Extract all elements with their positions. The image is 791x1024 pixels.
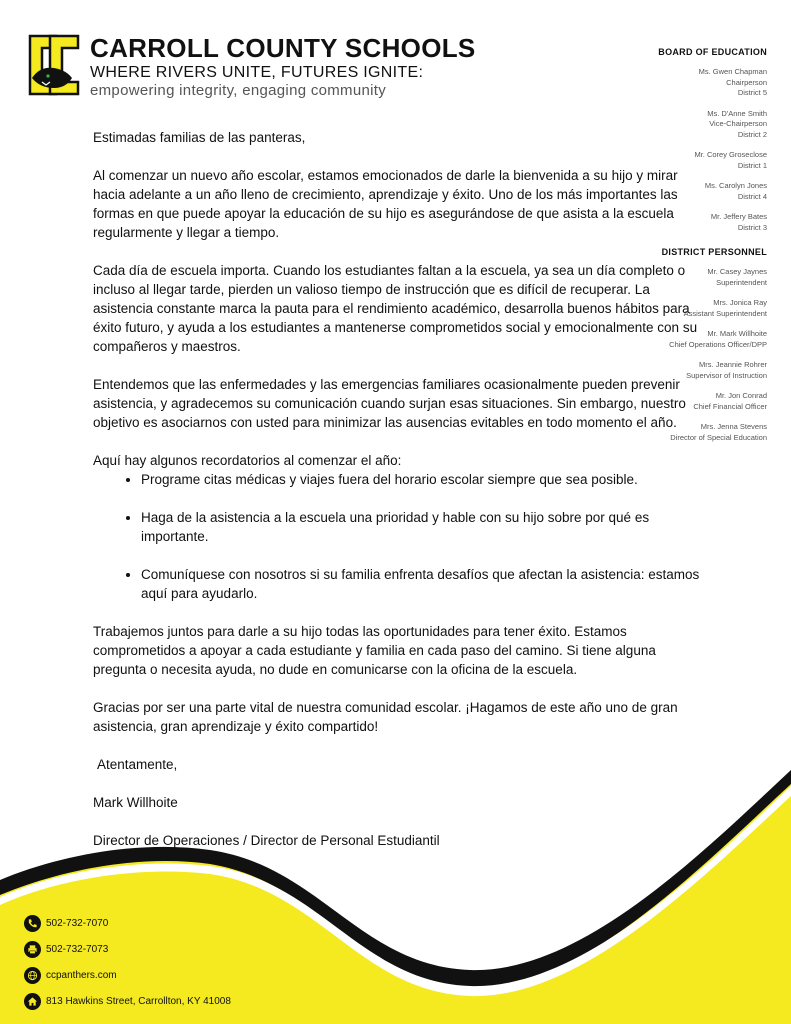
personnel-name: Mr. Jon Conrad — [715, 391, 767, 400]
letter-closing: Atentamente, — [97, 757, 178, 772]
school-subtagline: empowering integrity, engaging community — [90, 82, 387, 99]
school-name: CARROLL COUNTY SCHOOLS — [90, 33, 476, 63]
letter-paragraph: Cada día de escuela importa. Cuando los estudiantes faltan a la escuela, ya sea un día completo o incluso al llegar tarde, pierden un valioso tiempo de instrucción que es difícil de recuperar. La asistencia constante marca la pauta para el rendimiento académico, desarrolla buenos hábitos para éxito futuro, y ayuda a los estudiantes a mantenerse comprometidos social y emocionalmente con su compañeros y maestros. — [93, 263, 698, 354]
letter-paragraph: Trabajemos juntos para darle a su hijo todas las oportunidades para tener éxito. Estamos comprometidos a apoyar a cada estudiante y familia en cada paso del camino. Si tiene alguna pregunta o necesita ayuda, no dude en comunicarse con la oficina de la escuela. — [93, 624, 656, 677]
board-member-district: District 4 — [737, 191, 767, 201]
phone-number: 502-732-7070 — [46, 917, 109, 929]
board-member-role: Chairperson — [726, 77, 767, 87]
board-member-role: Vice-Chairperson — [709, 119, 767, 128]
letter-paragraph: Gracias por ser una parte vital de nuestra comunidad escolar. ¡Hagamos de este año uno de gran asistencia, gran aprendizaje y éxito compartido! — [93, 700, 678, 734]
reminder-item: • Programe citas médicas y viajes fuera del horario escolar siempre que sea posible. — [141, 470, 703, 489]
letter-body — [93, 128, 703, 869]
globe-icon — [24, 967, 41, 984]
personnel-title: Chief Operations Officer/DPP — [669, 339, 767, 349]
personnel-title: Supervisor of Instruction — [686, 370, 767, 380]
fax-number: 502-732-7073 — [46, 943, 109, 955]
letter-paragraph: Entendemos que las enfermedades y las emergencias familiares ocasionalmente pueden prevenir asistencia, y agradecemos su comunicación cuando surjan esas situaciones. Sin embargo, nuestro objetivo es asociarnos con usted para minimizar las ausencias evitables en todo momento el año. — [93, 377, 686, 430]
reminder-item: • Haga de la asistencia a la escuela una prioridad y hable con su hijo sobre por qué es importante. — [141, 508, 703, 546]
board-of-education-heading: BOARD OF EDUCATION — [658, 47, 767, 57]
address-text: 813 Hawkins Street, Carrollton, KY 41008 — [46, 995, 231, 1007]
footer-website[interactable] — [24, 962, 231, 988]
board-member — [607, 67, 767, 99]
personnel-name: Mr. Casey Jaynes — [707, 267, 767, 276]
board-member-name: Ms. Gwen Chapman — [698, 67, 767, 76]
personnel-title: Chief Financial Officer — [693, 401, 767, 411]
footer-contacts — [24, 910, 231, 1014]
personnel-title: Superintendent — [716, 277, 767, 287]
board-member-district: District 5 — [737, 88, 767, 97]
footer-phone[interactable] — [24, 910, 231, 936]
letter-paragraph: Al comenzar un nuevo año escolar, estamos emocionados de darle la bienvenida a su hijo y mirar hacia adelante a un año lleno de crecimiento, aprendizaje y éxito. Uno de los más importantes las formas en que puede apoyar la educación de su hijo es asegurándose de que asista a la escuela regularmente y llegar a tiempo. — [93, 168, 678, 240]
board-member-name: Ms. D'Anne Smith — [707, 108, 767, 118]
letter-greeting: Estimadas familias de las panteras, — [93, 130, 306, 145]
board-member-name: Ms. Carolyn Jones — [704, 181, 767, 190]
board-member-district: District 1 — [737, 160, 767, 170]
personnel-name: Mrs. Jonica Ray — [713, 298, 767, 307]
fax-printer-icon — [24, 941, 41, 958]
signer-title: Director de Operaciones / Director de Personal Estudiantil — [93, 833, 440, 848]
phone-icon — [24, 915, 41, 932]
personnel-name: Mrs. Jenna Stevens — [700, 422, 767, 431]
board-member-name: Mr. Corey Groseclose — [694, 150, 767, 159]
website-link: ccpanthers.com — [46, 969, 117, 981]
cc-panther-logo — [26, 32, 82, 98]
signer-name: Mark Willhoite — [93, 795, 178, 810]
school-tagline: WHERE RIVERS UNITE, FUTURES IGNITE: — [90, 64, 424, 81]
reminder-item: • Comuníquese con nosotros si su familia enfrenta desafíos que afectan la asistencia: estamos aquí para ayudarlo. — [141, 565, 703, 603]
reminders-intro: Aquí hay algunos recordatorios al comenzar el año: — [93, 453, 402, 468]
district-personnel-heading: DISTRICT PERSONNEL — [661, 247, 767, 257]
footer-fax[interactable] — [24, 936, 231, 962]
footer-address — [24, 988, 231, 1014]
personnel-title: Assistant Superintendent — [683, 308, 767, 318]
board-member-district: District 2 — [737, 129, 767, 139]
board-member-district: District 3 — [737, 222, 767, 232]
personnel-title: Director of Special Education — [670, 432, 767, 442]
personnel-name: Mrs. Jeannie Rohrer — [699, 360, 767, 369]
home-icon — [24, 993, 41, 1010]
reminders-list — [93, 470, 703, 603]
personnel-name: Mr. Mark Willhoite — [707, 329, 767, 338]
board-member-name: Mr. Jeffery Bates — [710, 212, 767, 221]
